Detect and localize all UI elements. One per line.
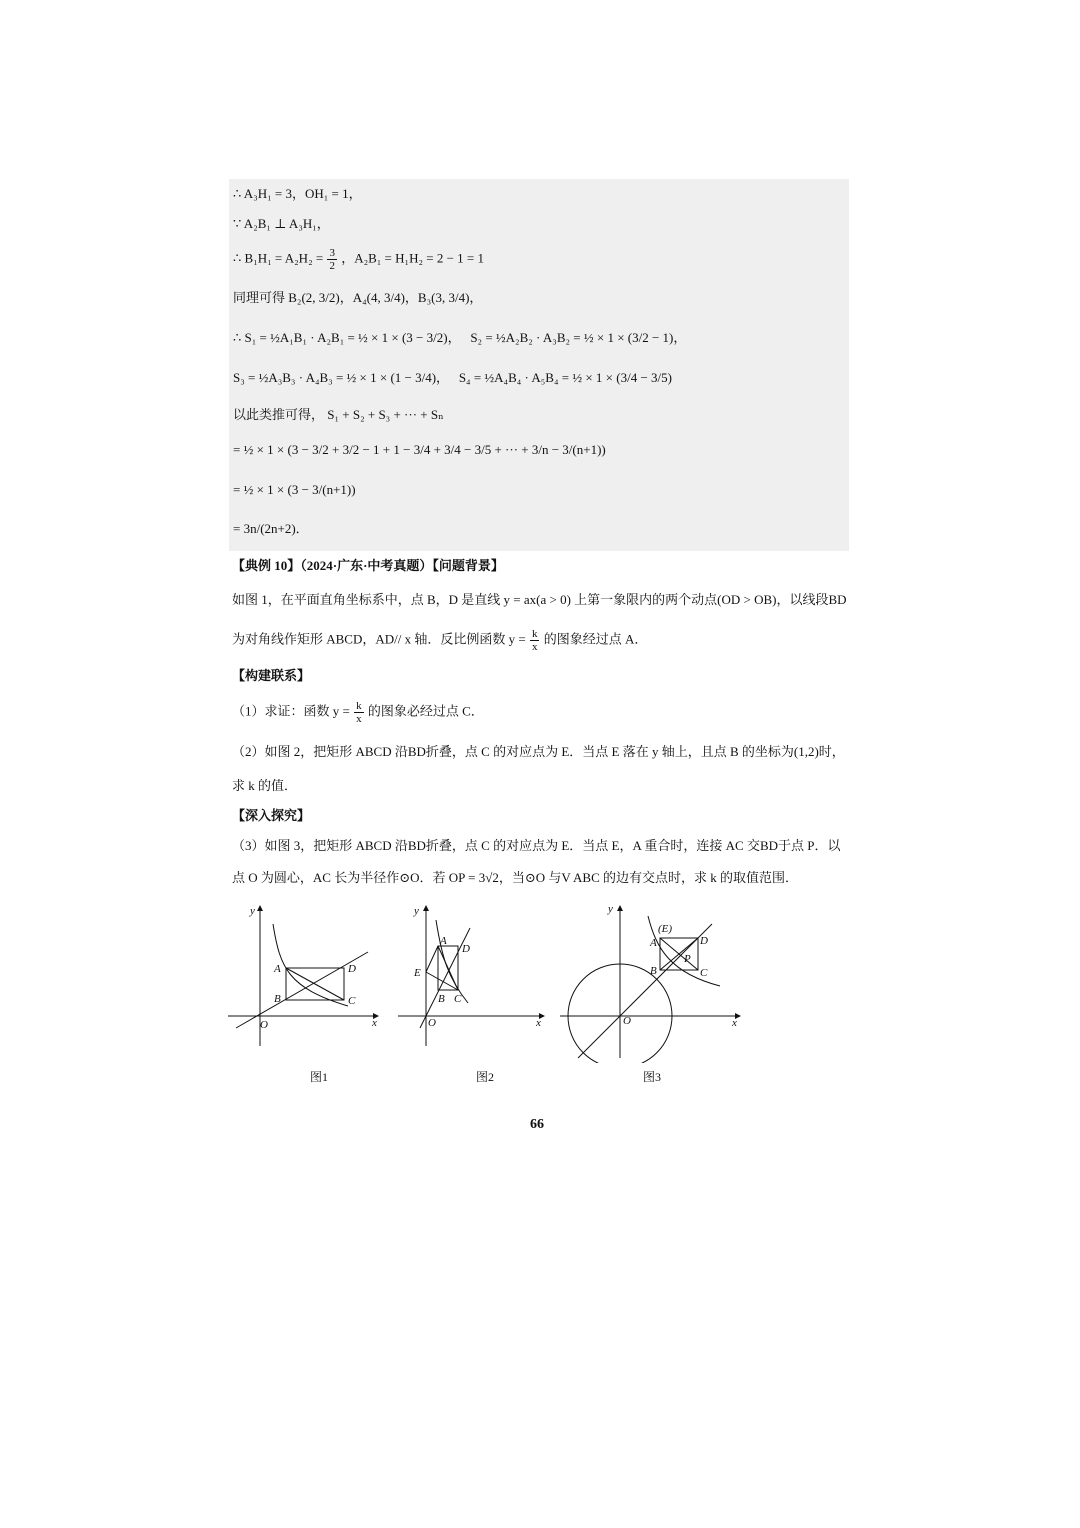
svg-text:B: B: [438, 993, 445, 1005]
svg-text:C: C: [454, 993, 462, 1005]
svg-text:C: C: [348, 995, 356, 1007]
question-3-cont: 点 O 为圆心，AC 长为半径作⊙O．若 OP = 3√2，当⊙O 与V ABC 的边有交点时，求 k 的取值范围．: [232, 870, 799, 885]
svg-text:O: O: [428, 1017, 436, 1029]
solution-line-3: ∴ B₁H₁ = A₂H₂ = $\frac{3}{2}$ ，A₂B₁ = H₁H₂ = 2 − 1 = 1: [233, 247, 484, 272]
solution-line-5: ∴ S₁ = ½A₁B₁ · A₂B₁ = ½ × 1 × (3 − 3/2)， S₂ = ½A₂B₂ · A₃B₂ = ½ × 1 × (3/2 − 1)，: [233, 330, 687, 345]
solution-line-1: ∴ A₃H₁ = 3，OH₁ = 1，: [233, 186, 362, 201]
example-header: 【典例 10】（2024·广东·中考真题）【问题背景】: [232, 558, 504, 573]
svg-text:P: P: [684, 953, 691, 965]
fraction: $\frac{3}{2}$: [329, 247, 335, 272]
svg-text:D: D: [700, 935, 708, 947]
question-1: （1）求证：函数 y = $\frac{k}{x}$ 的图象必经过点 C．: [232, 700, 484, 725]
svg-text:(E): (E): [658, 923, 673, 935]
svg-text:A: A: [274, 963, 281, 975]
svg-text:D: D: [462, 943, 470, 955]
figure-3-caption: 图3: [643, 1070, 662, 1084]
solution-line-10: = 3n/(2n+2)．: [233, 521, 309, 536]
svg-text:x: x: [536, 1017, 541, 1029]
svg-text:C: C: [700, 967, 708, 979]
svg-text:x: x: [732, 1017, 737, 1029]
question-3: （3）如图 3，把矩形 ABCD 沿BD折叠，点 C 的对应点为 E．当点 E，A 重合时，连接 AC 交BD于点 P．以: [232, 838, 841, 853]
section-deep-explore: 【深入探究】: [232, 808, 311, 823]
section-build-connection: 【构建联系】: [232, 668, 311, 683]
svg-text:y: y: [414, 905, 419, 917]
svg-text:D: D: [348, 963, 356, 975]
page-number: 66: [530, 1117, 544, 1132]
svg-text:O: O: [260, 1019, 268, 1031]
fraction-k-over-x: $\frac{k}{x}$: [356, 700, 362, 725]
svg-text:O: O: [623, 1015, 631, 1027]
figure-1: [228, 898, 388, 1048]
figure-2-caption: 图2: [476, 1070, 495, 1084]
solution-line-7: 以此类推可得， S₁ + S₂ + S₃ + ··· + Sₙ: [233, 407, 444, 422]
figure-1-caption: 图1: [310, 1070, 329, 1084]
problem-para-2: 为对角线作矩形 ABCD，AD// x 轴．反比例函数 y = $\frac{k}{x}$ 的图象经过点 A．: [232, 628, 648, 653]
svg-text:B: B: [274, 993, 281, 1005]
svg-text:x: x: [372, 1017, 377, 1029]
svg-text:E: E: [414, 967, 421, 979]
svg-text:A: A: [440, 935, 447, 947]
figure-2: [398, 898, 548, 1048]
figure-3: [560, 898, 745, 1063]
solution-line-4: 同理可得 B₂(2, 3/2)，A₄(4, 3/4)，B₃(3, 3/4)，: [233, 290, 483, 305]
svg-text:B: B: [650, 965, 657, 977]
solution-line-9: = ½ × 1 × (3 − 3/(n+1)): [233, 482, 356, 497]
label-y: y: [250, 905, 255, 917]
solution-line-6: S₃ = ½A₃B₃ · A₄B₃ = ½ × 1 × (1 − 3/4)， S₄ = ½A₄B₄ · A₅B₄ = ½ × 1 × (3/4 − 3/5): [233, 370, 672, 385]
solution-line-2: ∵ A₂B₁ ⊥ A₃H₁，: [233, 216, 330, 231]
svg-text:y: y: [608, 903, 613, 915]
solution-line-8: = ½ × 1 × (3 − 3/2 + 3/2 − 1 + 1 − 3/4 + 3/4 − 3/5 + ··· + 3/n − 3/(n+1)): [233, 442, 606, 457]
question-2: （2）如图 2，把矩形 ABCD 沿BD折叠，点 C 的对应点为 E．当点 E 落在 y 轴上，且点 B 的坐标为(1,2)时，: [232, 744, 845, 759]
question-2-cont: 求 k 的值．: [232, 778, 298, 793]
solution-block: [229, 179, 849, 551]
problem-para-1: 如图 1，在平面直角坐标系中，点 B，D 是直线 y = ax(a > 0) 上第一象限内的两个动点(OD > OB)，以线段BD: [232, 592, 847, 607]
svg-text:A: A: [650, 937, 657, 949]
fraction-k-over-x: $\frac{k}{x}$: [531, 628, 538, 653]
